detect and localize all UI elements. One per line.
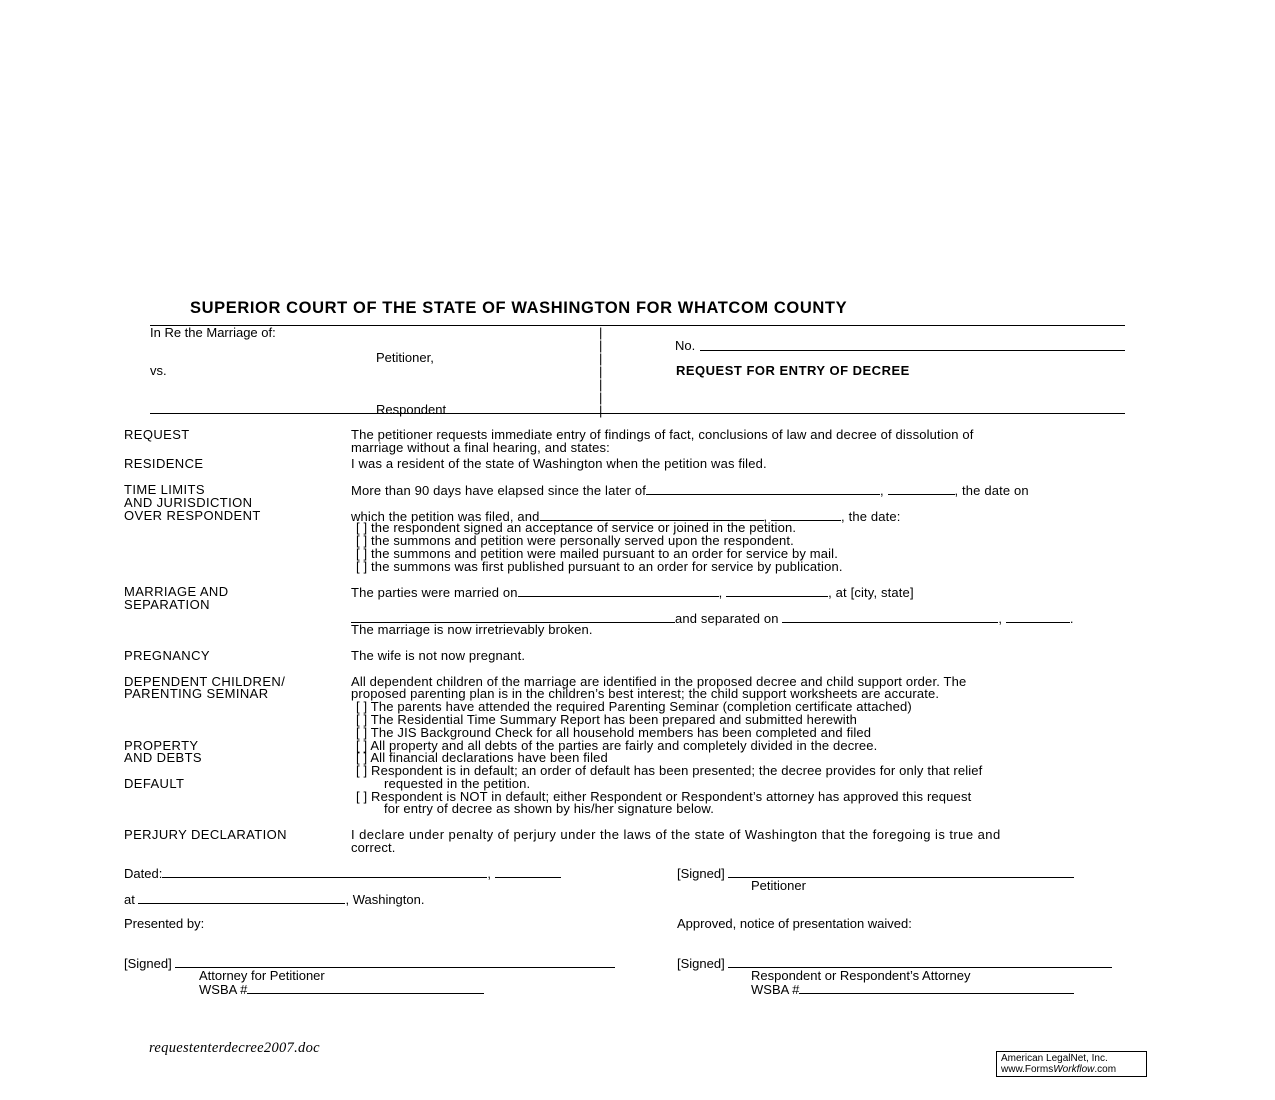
perjury-text: I declare under penalty of perjury under the laws of the state of Washington that the foregoing is true and: [351, 827, 1001, 842]
marriage-year-field[interactable]: [726, 585, 828, 597]
case-number-field[interactable]: [700, 350, 1125, 351]
petitioner-label: Petitioner,: [376, 350, 434, 365]
period: .: [1069, 611, 1074, 626]
court-title: SUPERIOR COURT OF THE STATE OF WASHINGTON FOR WHATCOM COUNTY: [190, 299, 848, 317]
default-option-text: requested in the petition.: [384, 776, 531, 791]
attorney-wsba-line: [199, 982, 484, 996]
section-label-perjury: PERJURY DECLARATION: [124, 827, 287, 842]
logo-url-part: .com: [1094, 1064, 1117, 1075]
default-option-text: for entry of decree as shown by his/her signature below.: [384, 801, 714, 816]
approved-label: Approved, notice of presentation waived:: [677, 916, 912, 931]
later-of-year-field[interactable]: [888, 483, 955, 495]
in-re-label: In Re the Marriage of:: [150, 325, 276, 340]
caption-divider: |: [599, 351, 603, 366]
perjury-text: correct.: [351, 840, 396, 855]
washington-label: , Washington.: [345, 892, 425, 907]
request-text: marriage without a final hearing, and states:: [351, 440, 610, 455]
later-of-date-field[interactable]: [646, 483, 880, 495]
default-option-checkbox[interactable]: [ ] Respondent is NOT in default; either Respondent or Respondent’s attorney has approved this request: [356, 789, 972, 804]
marriage-text: , at [city, state]: [828, 585, 914, 600]
children-option-checkbox[interactable]: [ ] The Residential Time Summary Report has been prepared and submitted herewith: [356, 712, 857, 727]
service-option-checkbox[interactable]: [ ] the summons and petition were personally served upon the respondent.: [356, 533, 794, 548]
signed-label: [Signed]: [124, 956, 172, 971]
caption-right-rule: [602, 413, 1125, 414]
comma: ,: [718, 585, 723, 600]
children-option-checkbox[interactable]: [ ] The parents have attended the required Parenting Seminar (completion certificate attached): [356, 699, 912, 714]
case-number-label: No.: [675, 338, 696, 353]
default-option-checkbox[interactable]: [ ] Respondent is in default; an order of default has been presented; the decree provides for only that relief: [356, 763, 983, 778]
logo-line: American LegalNet, Inc.: [1001, 1053, 1108, 1064]
caption-divider: |: [599, 338, 603, 353]
separation-date-field[interactable]: [782, 611, 998, 623]
marriage-line: [351, 585, 914, 599]
wsba-label: WSBA #: [199, 982, 248, 997]
attorney-signature-field[interactable]: [175, 956, 615, 968]
attorney-wsba-field[interactable]: [247, 982, 484, 994]
children-text: proposed parenting plan is in the children’s best interest; the child support worksheets are accurate.: [351, 686, 940, 701]
service-option-checkbox[interactable]: [ ] the respondent signed an acceptance of service or joined in the petition.: [356, 520, 797, 535]
marriage-date-field[interactable]: [518, 585, 719, 597]
section-label-children: PARENTING SEMINAR: [124, 686, 269, 701]
section-label-children: DEPENDENT CHILDREN/: [124, 674, 286, 689]
petitioner-caption: Petitioner: [751, 878, 806, 893]
dated-label: Dated:: [124, 866, 163, 881]
caption-divider: |: [599, 364, 603, 379]
section-label-time-limits: OVER RESPONDENT: [124, 508, 261, 523]
section-label-default: DEFAULT: [124, 776, 185, 791]
caption-divider: |: [599, 325, 603, 340]
marriage-text: The parties were married on: [351, 585, 518, 600]
signing-city-field[interactable]: [138, 892, 345, 904]
footer-filename: requestenterdecree2007.doc: [149, 1040, 320, 1056]
time-limits-text: which the petition was filed, and: [351, 509, 540, 524]
marriage-text: and separated on: [675, 611, 779, 626]
children-text: All dependent children of the marriage are identified in the proposed decree and child support order. The: [351, 674, 967, 689]
attorney-signature-line: [124, 956, 615, 970]
vs-label: vs.: [150, 363, 167, 378]
section-label-property: AND DEBTS: [124, 750, 203, 765]
residence-text: I was a resident of the state of Washington when the petition was filed.: [351, 456, 767, 471]
presented-by-label: Presented by:: [124, 916, 205, 931]
section-label-marriage: MARRIAGE AND: [124, 584, 229, 599]
time-limits-line: [351, 483, 1029, 497]
property-option-checkbox[interactable]: [ ] All property and all debts of the parties are fairly and completely divided in the decree.: [356, 738, 878, 753]
property-option-checkbox[interactable]: [ ] All financial declarations have been filed: [356, 750, 608, 765]
section-label-request: REQUEST: [124, 427, 190, 442]
logo-url-part: www.Forms: [1001, 1064, 1054, 1075]
caption-divider: |: [599, 403, 603, 418]
caption-divider: |: [599, 377, 603, 392]
petitioner-signature-line: [677, 866, 1074, 880]
caption-top-rule: [150, 325, 1125, 326]
request-text: The petitioner requests immediate entry of findings of fact, conclusions of law and decree of dissolution of: [351, 427, 974, 442]
children-option-checkbox[interactable]: [ ] The JIS Background Check for all household members has been completed and filed: [356, 725, 872, 740]
comma: ,: [487, 866, 491, 881]
comma: ,: [998, 611, 1003, 626]
respondent-wsba-line: [751, 982, 1074, 996]
signed-label: [Signed]: [677, 866, 725, 881]
at-label: at: [124, 892, 135, 907]
section-label-time-limits: TIME LIMITS: [124, 482, 205, 497]
separation-year-field[interactable]: [1006, 611, 1070, 623]
document-title: REQUEST FOR ENTRY OF DECREE: [676, 363, 910, 378]
time-limits-text: , the date on: [954, 483, 1029, 498]
service-option-checkbox[interactable]: [ ] the summons and petition were mailed pursuant to an order for service by mail.: [356, 546, 838, 561]
service-option-checkbox[interactable]: [ ] the summons was first published pursuant to an order for service by publication.: [356, 559, 843, 574]
location-line: [124, 892, 424, 906]
respondent-caption: Respondent or Respondent’s Attorney: [751, 968, 971, 983]
dated-year-field[interactable]: [495, 866, 561, 878]
attorney-caption: Attorney for Petitioner: [199, 968, 325, 983]
comma: ,: [879, 483, 884, 498]
comma: ,: [763, 509, 768, 524]
respondent-signature-field[interactable]: [728, 956, 1112, 968]
signed-label: [Signed]: [677, 956, 725, 971]
section-label-time-limits: AND JURISDICTION: [124, 495, 253, 510]
time-limits-text: , the date:: [841, 509, 901, 524]
section-label-pregnancy: PREGNANCY: [124, 648, 210, 663]
section-label-property: PROPERTY: [124, 738, 199, 753]
dated-line: [124, 866, 561, 880]
logo-line: [1001, 1064, 1142, 1075]
petitioner-signature-field[interactable]: [728, 866, 1074, 878]
dated-date-field[interactable]: [162, 866, 487, 878]
marriage-broken-text: The marriage is now irretrievably broken.: [351, 622, 593, 637]
pregnancy-text: The wife is not now pregnant.: [351, 648, 526, 663]
section-label-marriage: SEPARATION: [124, 597, 210, 612]
american-legalnet-logo: [996, 1051, 1147, 1077]
logo-url-part: Workflow: [1053, 1064, 1095, 1075]
wsba-label: WSBA #: [751, 982, 800, 997]
respondent-label: Respondent: [376, 402, 447, 417]
section-label-residence: RESIDENCE: [124, 456, 204, 471]
respondent-wsba-field[interactable]: [799, 982, 1074, 994]
time-limits-text: More than 90 days have elapsed since the later of: [351, 483, 646, 498]
caption-divider: |: [599, 390, 603, 405]
caption-left-rule: [150, 413, 602, 414]
